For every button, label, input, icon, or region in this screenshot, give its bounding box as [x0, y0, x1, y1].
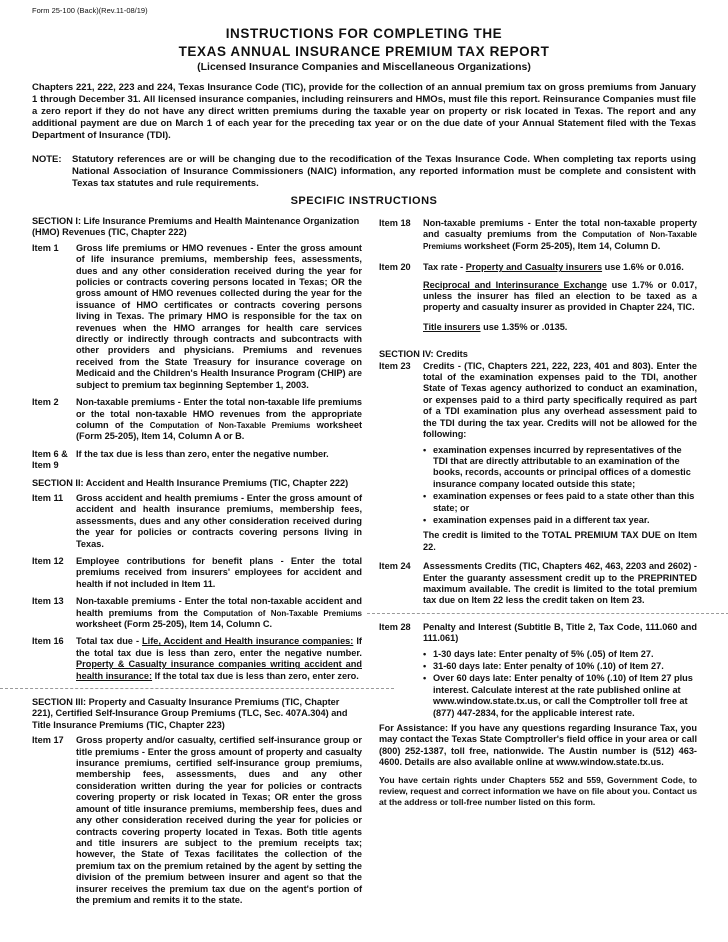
- item-label: Item 1: [32, 242, 59, 253]
- item-1: [32, 243, 362, 391]
- item-20-title: Title insurers use 1.35% or .0135.: [423, 321, 568, 332]
- item-label: Item 11: [32, 492, 64, 503]
- item-label: Item 18: [379, 218, 411, 228]
- item-20: [379, 262, 697, 273]
- list-item: • Over 60 days late: Enter penalty of 10% (.10) of Item 27 plus interest. Calculate interest at the rate published online at www.window.state.tx.us, or call the Comptroller toll free at (877) 447-2834, for the applicable interest rate.: [423, 673, 697, 719]
- item-label: Item 16: [32, 636, 64, 647]
- assistance-block: [379, 723, 697, 769]
- item-13: [32, 596, 362, 630]
- note-text: Statutory references are or will be changing due to the recodification of the Texas Insurance Code. When completing tax reports using National Association of Insurance Commissioners (NAIC) information, any reported information must be complete and consistent with Texas tax statutes and rule requirements.: [72, 154, 696, 189]
- page-subtitle: (Licensed Insurance Companies and Miscellaneous Organizations): [197, 61, 531, 73]
- section-2-heading: SECTION II: Accident and Health Insurance Premiums (TIC, Chapter 222): [32, 477, 349, 488]
- page-title-line1: INSTRUCTIONS FOR COMPLETING THE: [225, 26, 503, 41]
- item-text: Gross life premiums or HMO revenues - Enter the gross amount of life insurance premiums, membership fees, assessments, dues and any other consideration received during the year for policies or contracts covering persons located in Texas; OR the gross amount of HMO revenues collected during the year for the issuance of HMO certificates or contracts covering persons living in Texas. The primary HMO is responsible for the tax on revenues when the HMO arranges for health care services directly or indirectly through contracts and subcontracts with other providers and physicians. Premiums and revenues received from the State Treasury for insurance coverage on Medicaid and the Children's Health Insurance Program (CHIP) are subject to premium tax beginning September 1, 2003.: [76, 242, 362, 390]
- list-item: • 31-60 days late: Enter penalty of 10% (.10) of Item 27.: [423, 661, 697, 672]
- item-label: Item 13: [32, 596, 64, 607]
- section-divider: [367, 613, 728, 614]
- list-item: • examination expenses or fees paid to a state other than this state; or: [423, 491, 697, 514]
- item-text: Gross accident and health premiums - Enter the gross amount of accident and health insurance premiums, membership fees, assessments, dues and any other consideration received during the year for policies or contracts covering persons living in Texas.: [76, 492, 362, 549]
- item-18: [379, 218, 697, 252]
- item-label: Item 2: [32, 397, 59, 408]
- form-id: Form 25-100 (Back)(Rev.11-08/19): [32, 6, 148, 15]
- item-28-bullets: [423, 649, 697, 719]
- section-3-heading: SECTION III: Property and Casualty Insurance Premiums (TIC, Chapter 221), Certified Self-Insurance Group Premiums (TLC, Sec. 407A.304) and Title Insurance Premiums (TIC, Chapter 223): [32, 697, 348, 730]
- list-item: • examination expenses paid in a different tax year.: [423, 515, 697, 526]
- item-text: Tax rate - Property and Casualty insurers use 1.6% or 0.016.: [423, 262, 684, 273]
- page-title-line2: TEXAS ANNUAL INSURANCE PREMIUM TAX REPORT: [178, 44, 550, 59]
- intro-paragraph: Chapters 221, 222, 223 and 224, Texas Insurance Code (TIC), provide for the collection of an annual premium tax on gross premiums from January 1 through December 31. All licensed insurance companies, including reinsurers and HMOs, must file this report. Reinsurance Companies must file a zero report if they do not have any direct written premiums during the taxable year on property or risk located in Texas. The report and any additional payment are due on March 1 of each year for the preceding tax year or on the due date of your Annual Statement filed with the Texas Department of Insurance (TDI).: [32, 82, 696, 141]
- item-text: Non-taxable premiums - Enter the total non-taxable property and casualty premiums from the Computation of Non-Taxable Premiums worksheet (Form 25-205), Item 14, Column D.: [423, 218, 698, 251]
- item-23-bullets: [423, 445, 697, 527]
- left-column: [32, 216, 362, 912]
- item-11: [32, 493, 362, 550]
- assistance-label: For Assistance:: [379, 723, 449, 734]
- item-24: [379, 561, 697, 607]
- section-divider: [0, 688, 394, 689]
- note-block: [32, 154, 696, 190]
- item-text: Non-taxable premiums - Enter the total non-taxable life premiums or the total non-taxable HMO revenues from the appropriate column of the Computation of Non-Taxable Premiums worksheet (Form 25-205), Item 14, Column A or B.: [76, 397, 363, 442]
- item-label: Item 17: [32, 735, 64, 746]
- item-label: Item 12: [32, 555, 64, 566]
- note-label: NOTE:: [32, 154, 62, 165]
- item-12: [32, 556, 362, 590]
- item-17: [32, 735, 362, 906]
- item-label: Item 23: [379, 360, 411, 371]
- item-2: [32, 397, 362, 443]
- item-text: Gross property and/or casualty, certified self-insurance group or title premiums - Enter the gross amount of property and casualty insurance premiums, certified self-insurance group premiums, membership fees, assessments, dues and any other consideration written during the year for policies or contracts covering property or risk located in Texas; OR enter the gross amount of title insurance premiums, membership fees, dues and any other consideration received during the year for policies or contracts covering property located in Texas. Both title agents and title insurers are subject to the premium receipts tax; however, the State of Texas facilitates the collection of the premium tax on the premium retained by the agent by setting the division of the premium between insurer and agent so that the insurer receives the premium tax due on the agent's portion of the premium and remits it to the state.: [76, 735, 362, 905]
- item-label: Item 28: [379, 621, 411, 632]
- specific-instructions-heading: SPECIFIC INSTRUCTIONS: [290, 195, 438, 207]
- section-1-heading: SECTION I: Life Insurance Premiums and Health Maintenance Organization (HMO) Revenues (TIC, Chapter 222): [32, 216, 360, 238]
- item-16: [32, 636, 362, 682]
- item-label: Item 24: [379, 561, 411, 572]
- right-column: [379, 218, 697, 808]
- list-item: • examination expenses incurred by representatives of the TDI that are directly attributable to an examination of the books, records, accounts or principal offices of a domestic insurance company located outside this state;: [423, 445, 697, 491]
- item-6-9: [32, 449, 362, 472]
- item-text: Non-taxable premiums - Enter the total non-taxable accident and health premiums from the Computation of Non-Taxable Premiums worksheet (Form 25-205), Item 14, Column C.: [76, 596, 363, 629]
- item-text: Credits - (TIC, Chapters 221, 222, 223, 401 and 803). Enter the total of the examination expenses paid to the TDI, another State of Texas agency authorized to conduct an examination, or expenses paid to a third party specifically required as part of a TDI examination plus any overhead assessment paid to the TDI during the tax year. Credits will not be allowed for the following:: [423, 360, 697, 440]
- item-text: Employee contributions for benefit plans - Enter the total premiums received from insurers' employees for accident and health if not included in Item 11.: [76, 555, 362, 589]
- item-text: Total tax due - Life, Accident and Health insurance companies: If the total tax due is less than zero, enter the negative number. Property & Casualty insurance companies writing accident and health insurance: If the total tax due is less than zero, enter zero.: [76, 636, 362, 681]
- item-23-limit: The credit is limited to the TOTAL PREMIUM TAX DUE on Item 22.: [423, 530, 697, 552]
- item-text: Assessments Credits (TIC, Chapters 462, 463, 2203 and 2602) - Enter the guaranty assessment credit up to the PREPRINTED maximum available. The credit is limited to the total premium tax due on Item 22 less the credit taken on Item 23.: [423, 561, 697, 606]
- item-28: [379, 622, 697, 645]
- list-item: • 1-30 days late: Enter penalty of 5% (.05) of Item 27.: [423, 649, 697, 660]
- assistance-text: For Assistance: If you have any questions regarding Insurance Tax, you may contact the Texas State Comptroller's field office in your area or call (800) 252-1387, toll free, nationwide. The Austin number is (512) 463-4600. Details are also available online at www.window.state.tx.us.: [379, 723, 697, 768]
- section-4-heading: SECTION IV: Credits: [379, 349, 468, 360]
- item-text: Penalty and Interest (Subtitle B, Title 2, Tax Code, 111.060 and 111.061): [423, 621, 697, 644]
- item-20-reciprocal: Reciprocal and Interinsurance Exchange use 1.7% or 0.017, unless the insurer has filed an election to be taxed as a property and casualty insurer as provided in Chapter 224, TIC.: [423, 279, 698, 313]
- rights-notice: You have certain rights under Chapters 552 and 559, Government Code, to review, request and correct information we have on file about you. Contact us at the address or toll-free number listed on this form.: [379, 774, 697, 807]
- item-text: If the tax due is less than zero, enter the negative number.: [76, 448, 329, 459]
- item-23: [379, 361, 697, 441]
- item-label: Item 20: [379, 262, 411, 273]
- item-label: Item 6 & Item 9: [32, 448, 68, 471]
